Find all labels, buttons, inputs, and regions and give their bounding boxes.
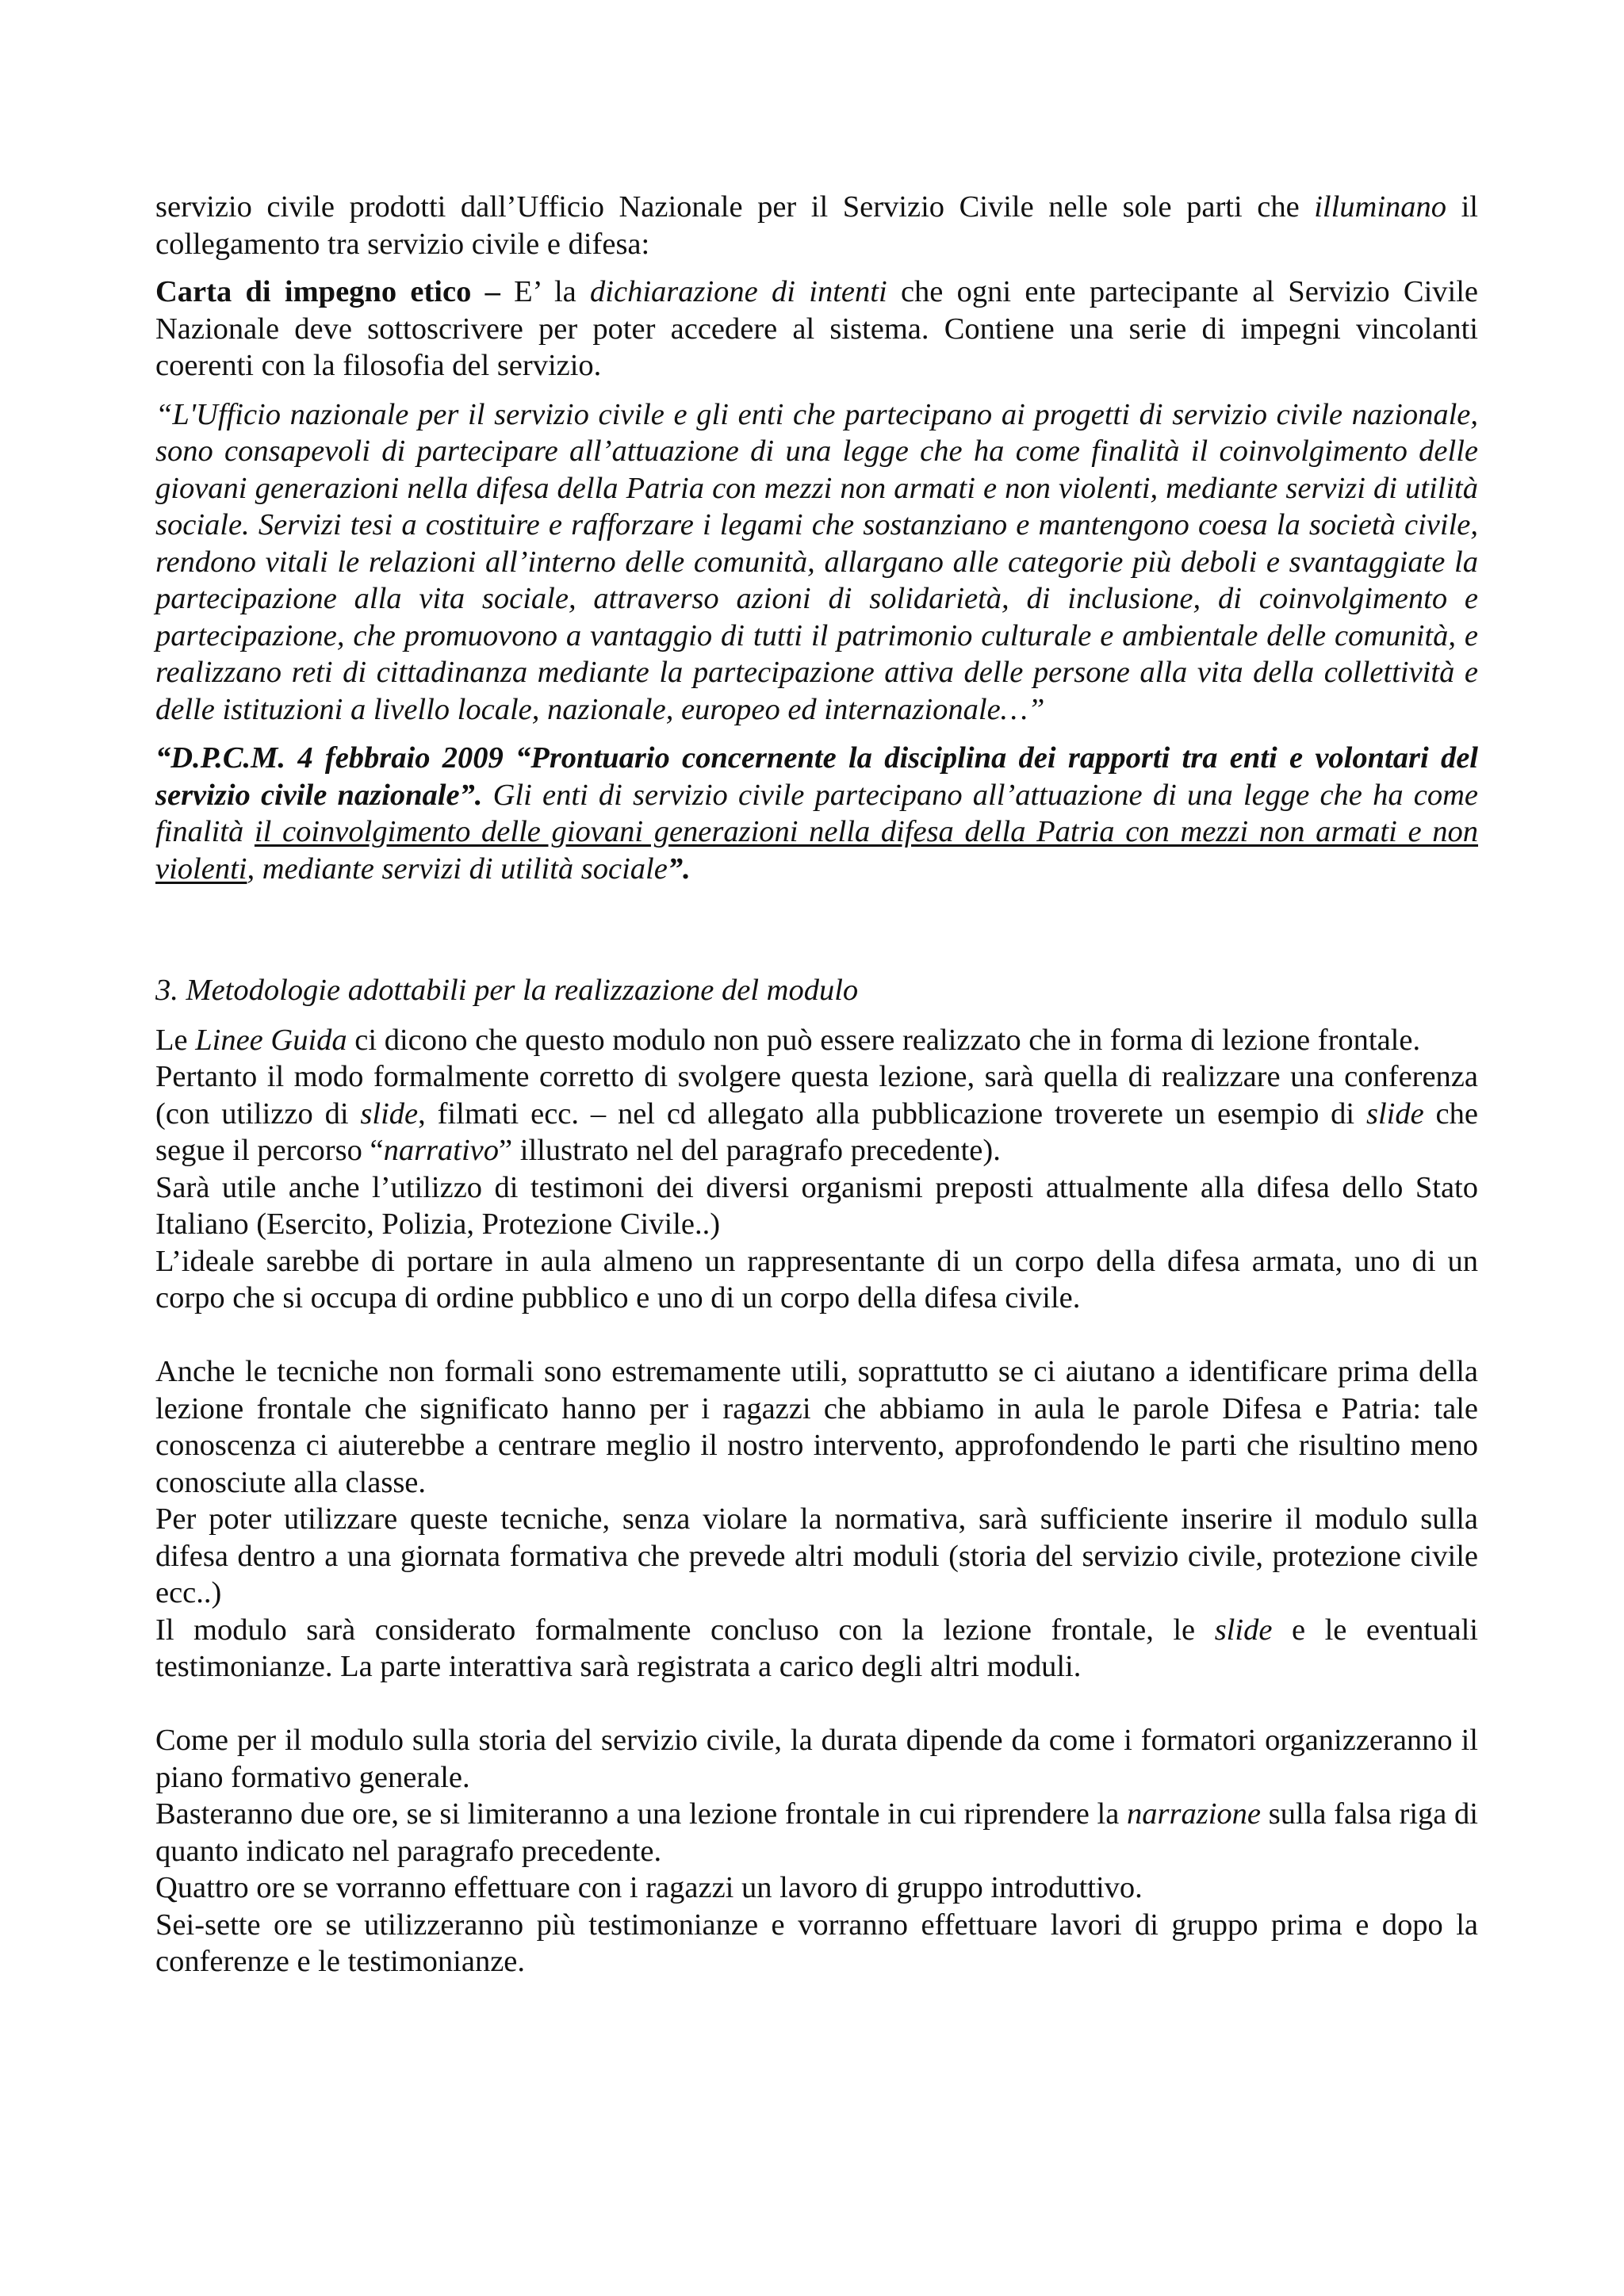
carta-title: Carta di impegno etico – — [155, 275, 500, 308]
pertanto-italic-3: narrativo — [383, 1134, 500, 1167]
dpcm-paragraph — [155, 740, 1478, 887]
carta-italic: dichiarazione di intenti — [590, 275, 887, 308]
dpcm-text: Gli enti di servizio civile partecipano all’attuazione di una legge che ha come finalità — [155, 778, 1478, 848]
intro-italic: illuminano — [1314, 190, 1447, 224]
concluso-italic: slide — [1214, 1613, 1273, 1647]
quote-paragraph — [155, 396, 1478, 729]
linee-paragraph — [155, 1022, 1478, 1059]
dpcm-underlined: il coinvolgimento delle giovani generazioni nella difesa della Patria con mezzi non armati e non violenti — [155, 815, 1479, 886]
ideale-paragraph: L’ideale sarebbe di portare in aula almeno un rappresentante di un corpo della difesa armata, uno di un corpo che si occupa di ordine pubblico e uno di un corpo della difesa civile. — [155, 1244, 1478, 1314]
pertanto-text-2: , filmati ecc. – nel cd allegato alla pubblicazione troverete un esempio di — [418, 1096, 1366, 1131]
section-heading: 3. Metodologie adottabili per la realizzazione del modulo — [155, 974, 859, 1007]
document-page — [155, 189, 1478, 1980]
concluso-text-end: e le eventuali testimonianze. La parte interattiva sarà registrata a carico degli altri moduli. — [155, 1613, 1478, 1683]
come-per-paragraph: Come per il modulo sulla storia del servizio civile, la durata dipende da come i formatori organizzeranno il piano formativo generale. — [155, 1724, 1478, 1794]
intro-text-end: il collegamento tra servizio civile e difesa: — [155, 190, 1478, 261]
pertanto-paragraph — [155, 1058, 1478, 1169]
sara-utile-paragraph: Sarà utile anche l’utilizzo di testimoni dei diversi organismi preposti attualmente alla difesa dello Stato Italiano (Esercito, Polizia, Protezione Civile..) — [155, 1170, 1478, 1241]
dpcm-text-end: , mediante servizi di utilità sociale — [247, 851, 668, 886]
pertanto-italic-1: slide — [360, 1096, 419, 1131]
intro-text: servizio civile prodotti dall’Ufficio Nazionale per il Servizio Civile nelle sole parti che — [155, 190, 1315, 224]
carta-text-end: che ogni ente partecipante al Servizio Civile Nazionale deve sottoscrivere per poter accedere al sistema. Contiene una serie di impegni vincolanti coerenti con la filosofia del servizio. — [155, 275, 1479, 382]
pertanto-text-4: ” illustrato nel del paragrafo precedente). — [499, 1134, 1001, 1167]
basteranno-italic: narrazione — [1127, 1797, 1262, 1831]
pertanto-text-3: che segue il percorso “ — [155, 1096, 1478, 1167]
intro-paragraph — [155, 189, 1478, 262]
linee-italic: Linee Guida — [195, 1023, 347, 1057]
carta-text: E’ la — [500, 275, 591, 308]
per-poter-paragraph: Per poter utilizzare queste tecniche, senza violare la normativa, sarà sufficiente inserire il modulo sulla difesa dentro a una giornata formativa che prevede altri moduli (storia del servizio civile, protezione civile ecc..) — [155, 1502, 1478, 1609]
anche-paragraph: Anche le tecniche non formali sono estremamente utili, soprattutto se ci aiutano a identificare prima della lezione frontale che significato hanno per i ragazzi che abbiamo in aula le parole Difesa e Patria: tale conoscenza ci aiuterebbe a centrare meglio il nostro intervento, approfondendo le parti che risultino meno conosciute alla classe. — [155, 1355, 1478, 1499]
quote-text: “L'Ufficio nazionale per il servizio civile e gli enti che partecipano ai progetti di servizio civile nazionale, sono consapevoli di partecipare all’attuazione di una legge che ha come finalità il coinvolgimento delle giovani generazioni nella difesa della Patria con mezzi non armati e non violenti, mediante servizi di utilità sociale. Servizi tesi a costituire e rafforzare i legami che sostanziano e mantengono coesa la società civile, rendono vitali le relazioni all’interno delle comunità, allargano alle categorie più deboli e svantaggiate la partecipazione alla vita sociale, attraverso azioni di solidarietà, di inclusione, di coinvolgimento e partecipazione, che promuovono a vantaggio di tutti il patrimonio culturale e ambientale delle comunità, e realizzano reti di cittadinanza mediante la partecipazione attiva delle persone alla vita della collettività e delle istituzioni a livello locale, nazionale, europeo ed internazionale…” — [155, 397, 1478, 726]
linee-text: Le — [155, 1023, 196, 1057]
concluso-paragraph — [155, 1612, 1478, 1686]
pertanto-text-1: Pertanto il modo formalmente corretto di svolgere questa lezione, sarà quella di realizzare una conferenza (con utilizzo di — [155, 1060, 1478, 1131]
concluso-text: Il modulo sarà considerato formalmente concluso con la lezione frontale, le — [155, 1613, 1215, 1647]
carta-paragraph — [155, 274, 1478, 385]
basteranno-text: Basteranno due ore, se si limiteranno a una lezione frontale in cui riprendere la — [155, 1797, 1128, 1831]
sei-sette-paragraph: Sei-sette ore se utilizzeranno più testimonianze e vorranno effettuare lavori di gruppo prima e dopo la conferenze e le testimonianze. — [155, 1908, 1478, 1978]
linee-text-end: ci dicono che questo modulo non può essere realizzato che in forma di lezione frontale. — [347, 1023, 1421, 1057]
quattro-paragraph: Quattro ore se vorranno effettuare con i ragazzi un lavoro di gruppo introduttivo. — [155, 1871, 1143, 1904]
pertanto-italic-2: slide — [1365, 1096, 1424, 1131]
basteranno-text-end: sulla falsa riga di quanto indicato nel paragrafo precedente. — [155, 1797, 1478, 1868]
basteranno-paragraph — [155, 1796, 1478, 1869]
dpcm-close: ”. — [667, 851, 691, 886]
dpcm-title: “D.P.C.M. 4 febbraio 2009 “Prontuario concernente la disciplina dei rapporti tra enti e volontari del servizio civile nazionale”. — [155, 741, 1478, 812]
